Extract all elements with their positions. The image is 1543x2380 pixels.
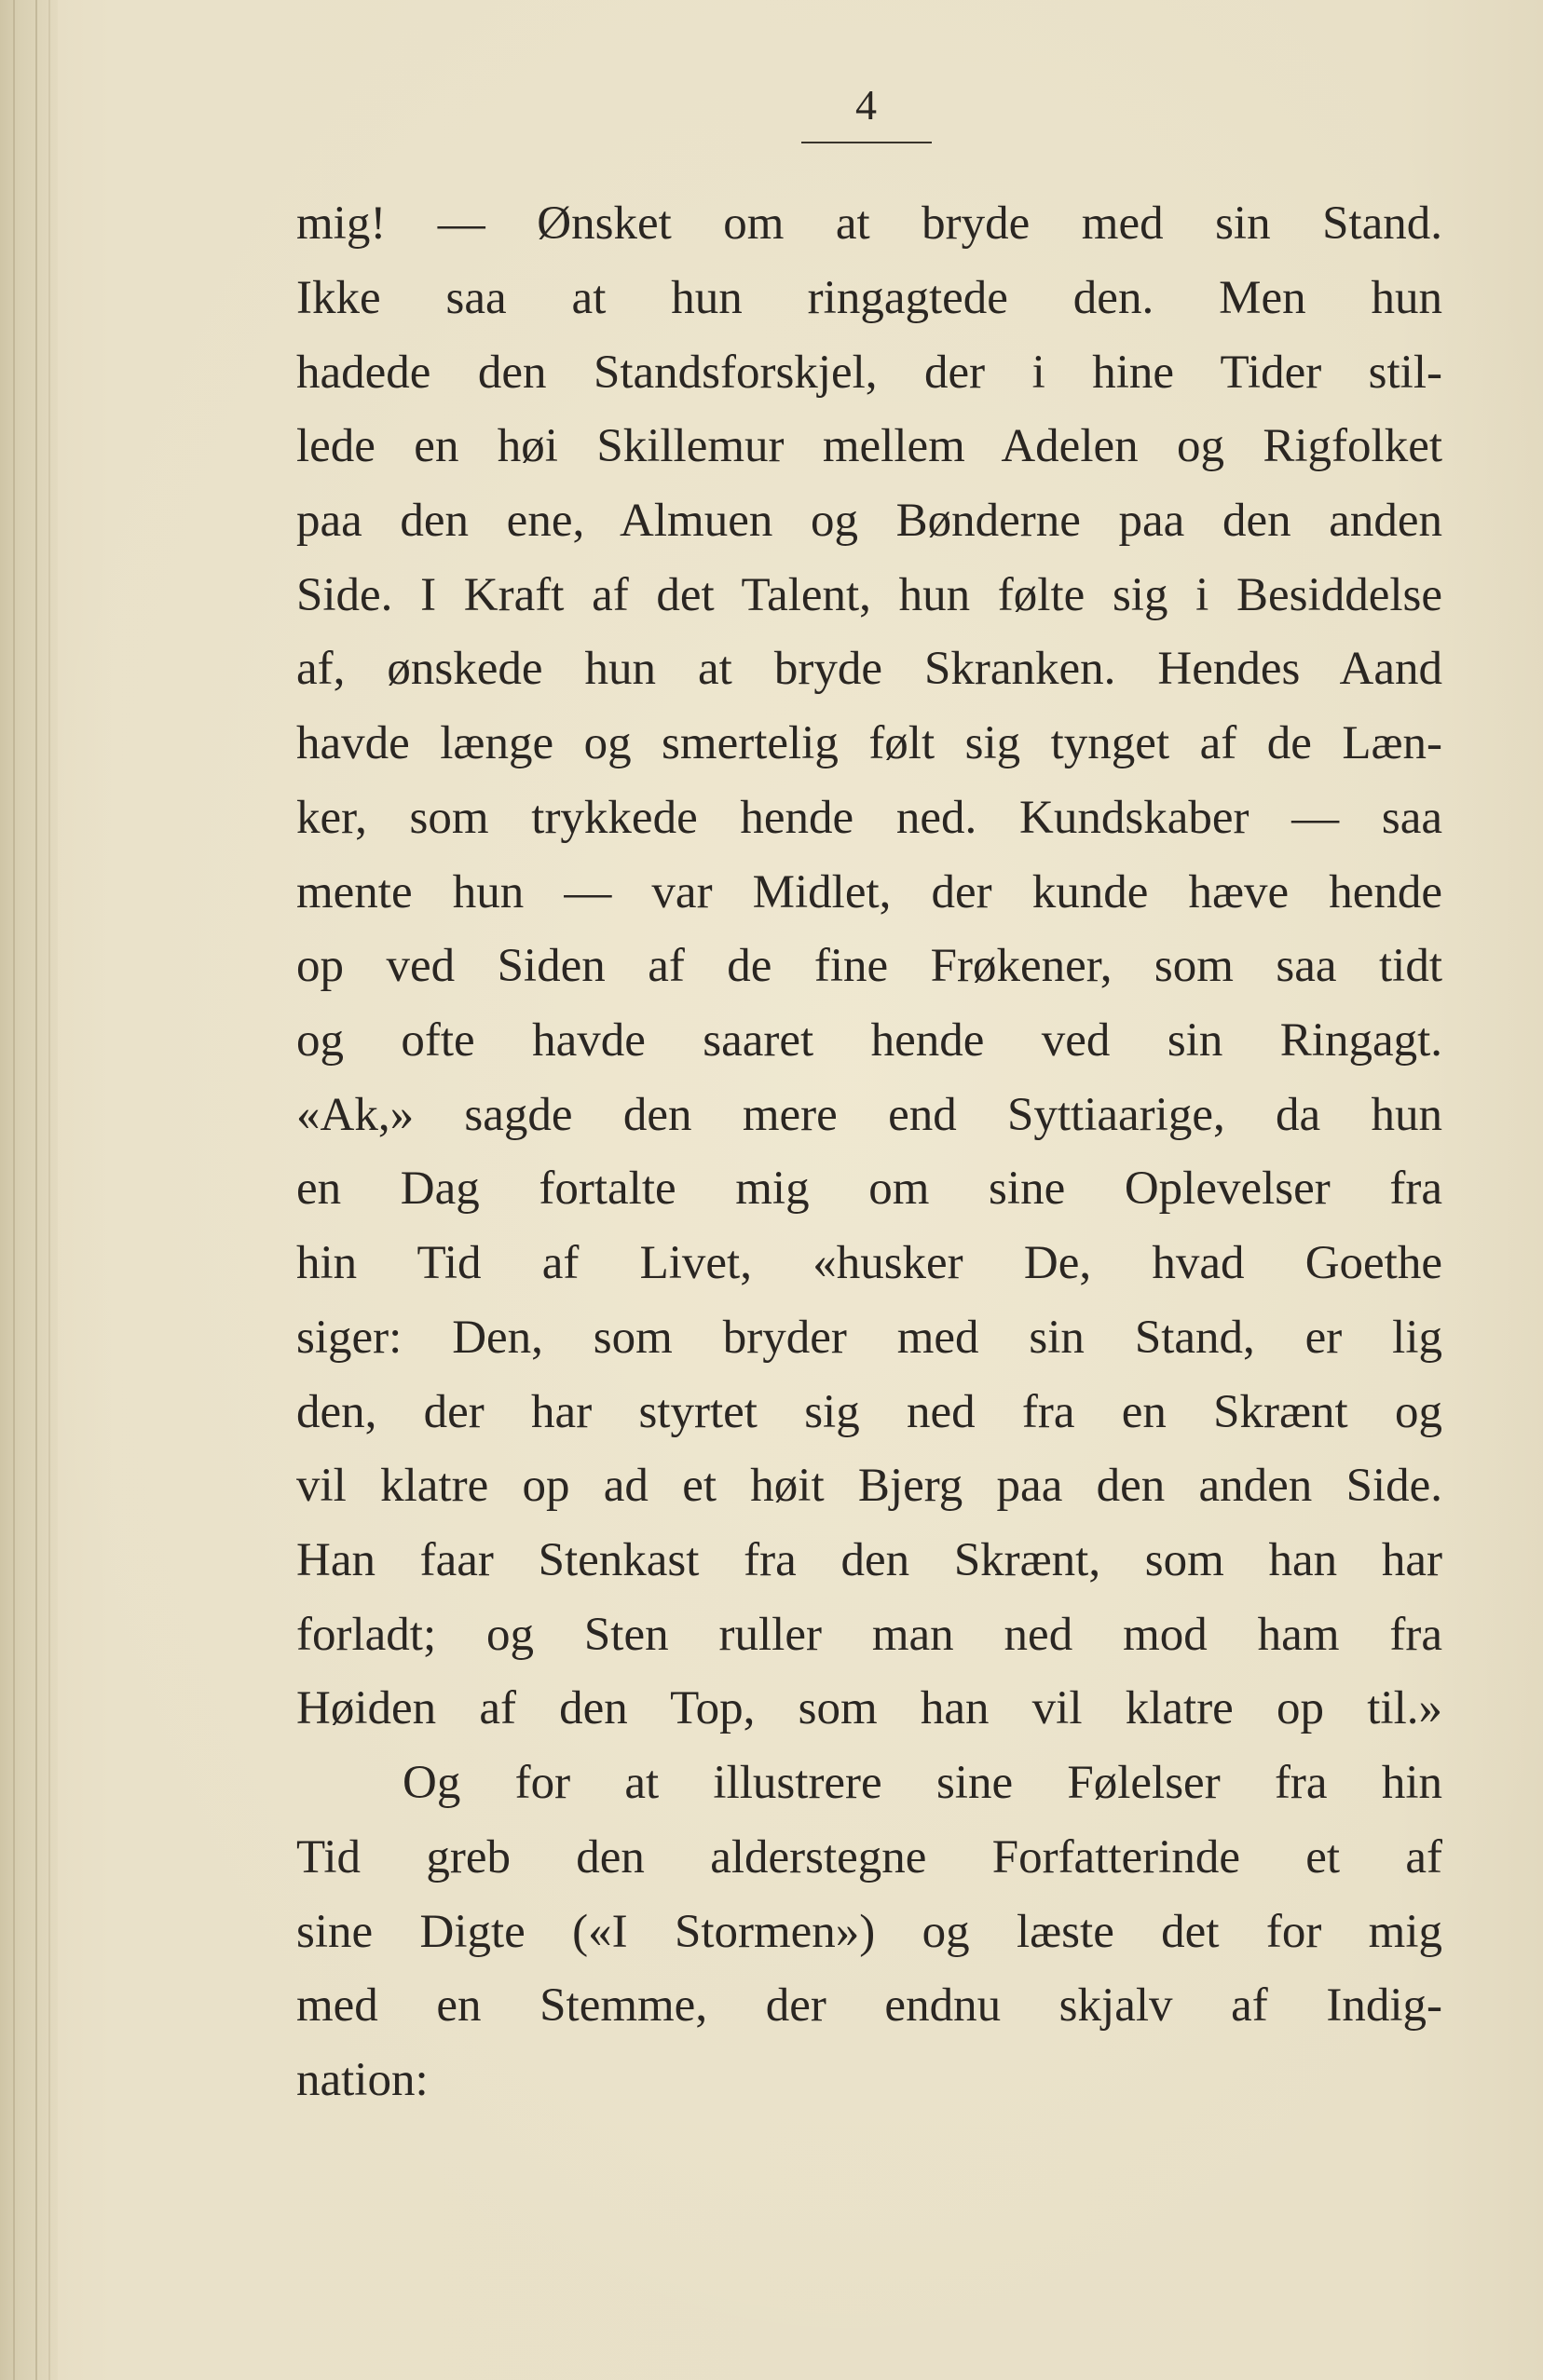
text-line: havde længe og smertelig følt sig tynget af de Læn- bbox=[296, 717, 1442, 769]
text-line: siger: Den, som bryder med sin Stand, er lig bbox=[296, 1312, 1442, 1364]
text-line: Og for at illustrere sine Følelser fra hin bbox=[403, 1757, 1442, 1809]
text-line: hadede den Standsforskjel, der i hine Tider stil- bbox=[296, 347, 1442, 399]
text-line: den, der har styrtet sig ned fra en Skrænt og bbox=[296, 1386, 1442, 1438]
text-line: mente hun — var Midlet, der kunde hæve hende bbox=[296, 866, 1442, 918]
text-line: nation: bbox=[296, 2054, 429, 2106]
text-line: mig! — Ønsket om at bryde med sin Stand. bbox=[296, 197, 1442, 250]
page-number: 4 bbox=[855, 81, 878, 129]
text-line: «Ak,» sagde den mere end Syttiaarige, da hun bbox=[296, 1089, 1442, 1141]
text-line: af, ønskede hun at bryde Skranken. Hendes Aand bbox=[296, 643, 1442, 695]
text-line: lede en høi Skillemur mellem Adelen og Rigfolket bbox=[296, 420, 1442, 472]
binding-line bbox=[35, 0, 37, 2380]
text-line: hin Tid af Livet, «husker De, hvad Goethe bbox=[296, 1237, 1442, 1289]
text-line: vil klatre op ad et høit Bjerg paa den anden Side. bbox=[296, 1460, 1442, 1512]
text-line: en Dag fortalte mig om sine Oplevelser fra bbox=[296, 1163, 1442, 1215]
binding-line bbox=[13, 0, 15, 2380]
text-line: sine Digte («I Stormen») og læste det for mig bbox=[296, 1906, 1442, 1958]
text-line: Høiden af den Top, som han vil klatre op til.» bbox=[296, 1682, 1442, 1734]
text-line: med en Stemme, der endnu skjalv af Indig- bbox=[296, 1979, 1442, 2032]
binding-line bbox=[48, 0, 50, 2380]
page-number-rule bbox=[801, 142, 932, 143]
text-line: Tid greb den alderstegne Forfatterinde et af bbox=[296, 1831, 1442, 1884]
text-line: op ved Siden af de fine Frøkener, som saa tidt bbox=[296, 940, 1442, 992]
text-line: ker, som trykkede hende ned. Kundskaber — saa bbox=[296, 792, 1442, 844]
text-line: forladt; og Sten ruller man ned mod ham fra bbox=[296, 1609, 1442, 1661]
text-line: og ofte havde saaret hende ved sin Ringagt. bbox=[296, 1014, 1442, 1067]
text-line: Han faar Stenkast fra den Skrænt, som han har bbox=[296, 1534, 1442, 1586]
text-line: paa den ene, Almuen og Bønderne paa den anden bbox=[296, 495, 1442, 547]
text-line: Ikke saa at hun ringagtede den. Men hun bbox=[296, 272, 1442, 324]
text-line: Side. I Kraft af det Talent, hun følte sig i Besiddelse bbox=[296, 569, 1442, 621]
